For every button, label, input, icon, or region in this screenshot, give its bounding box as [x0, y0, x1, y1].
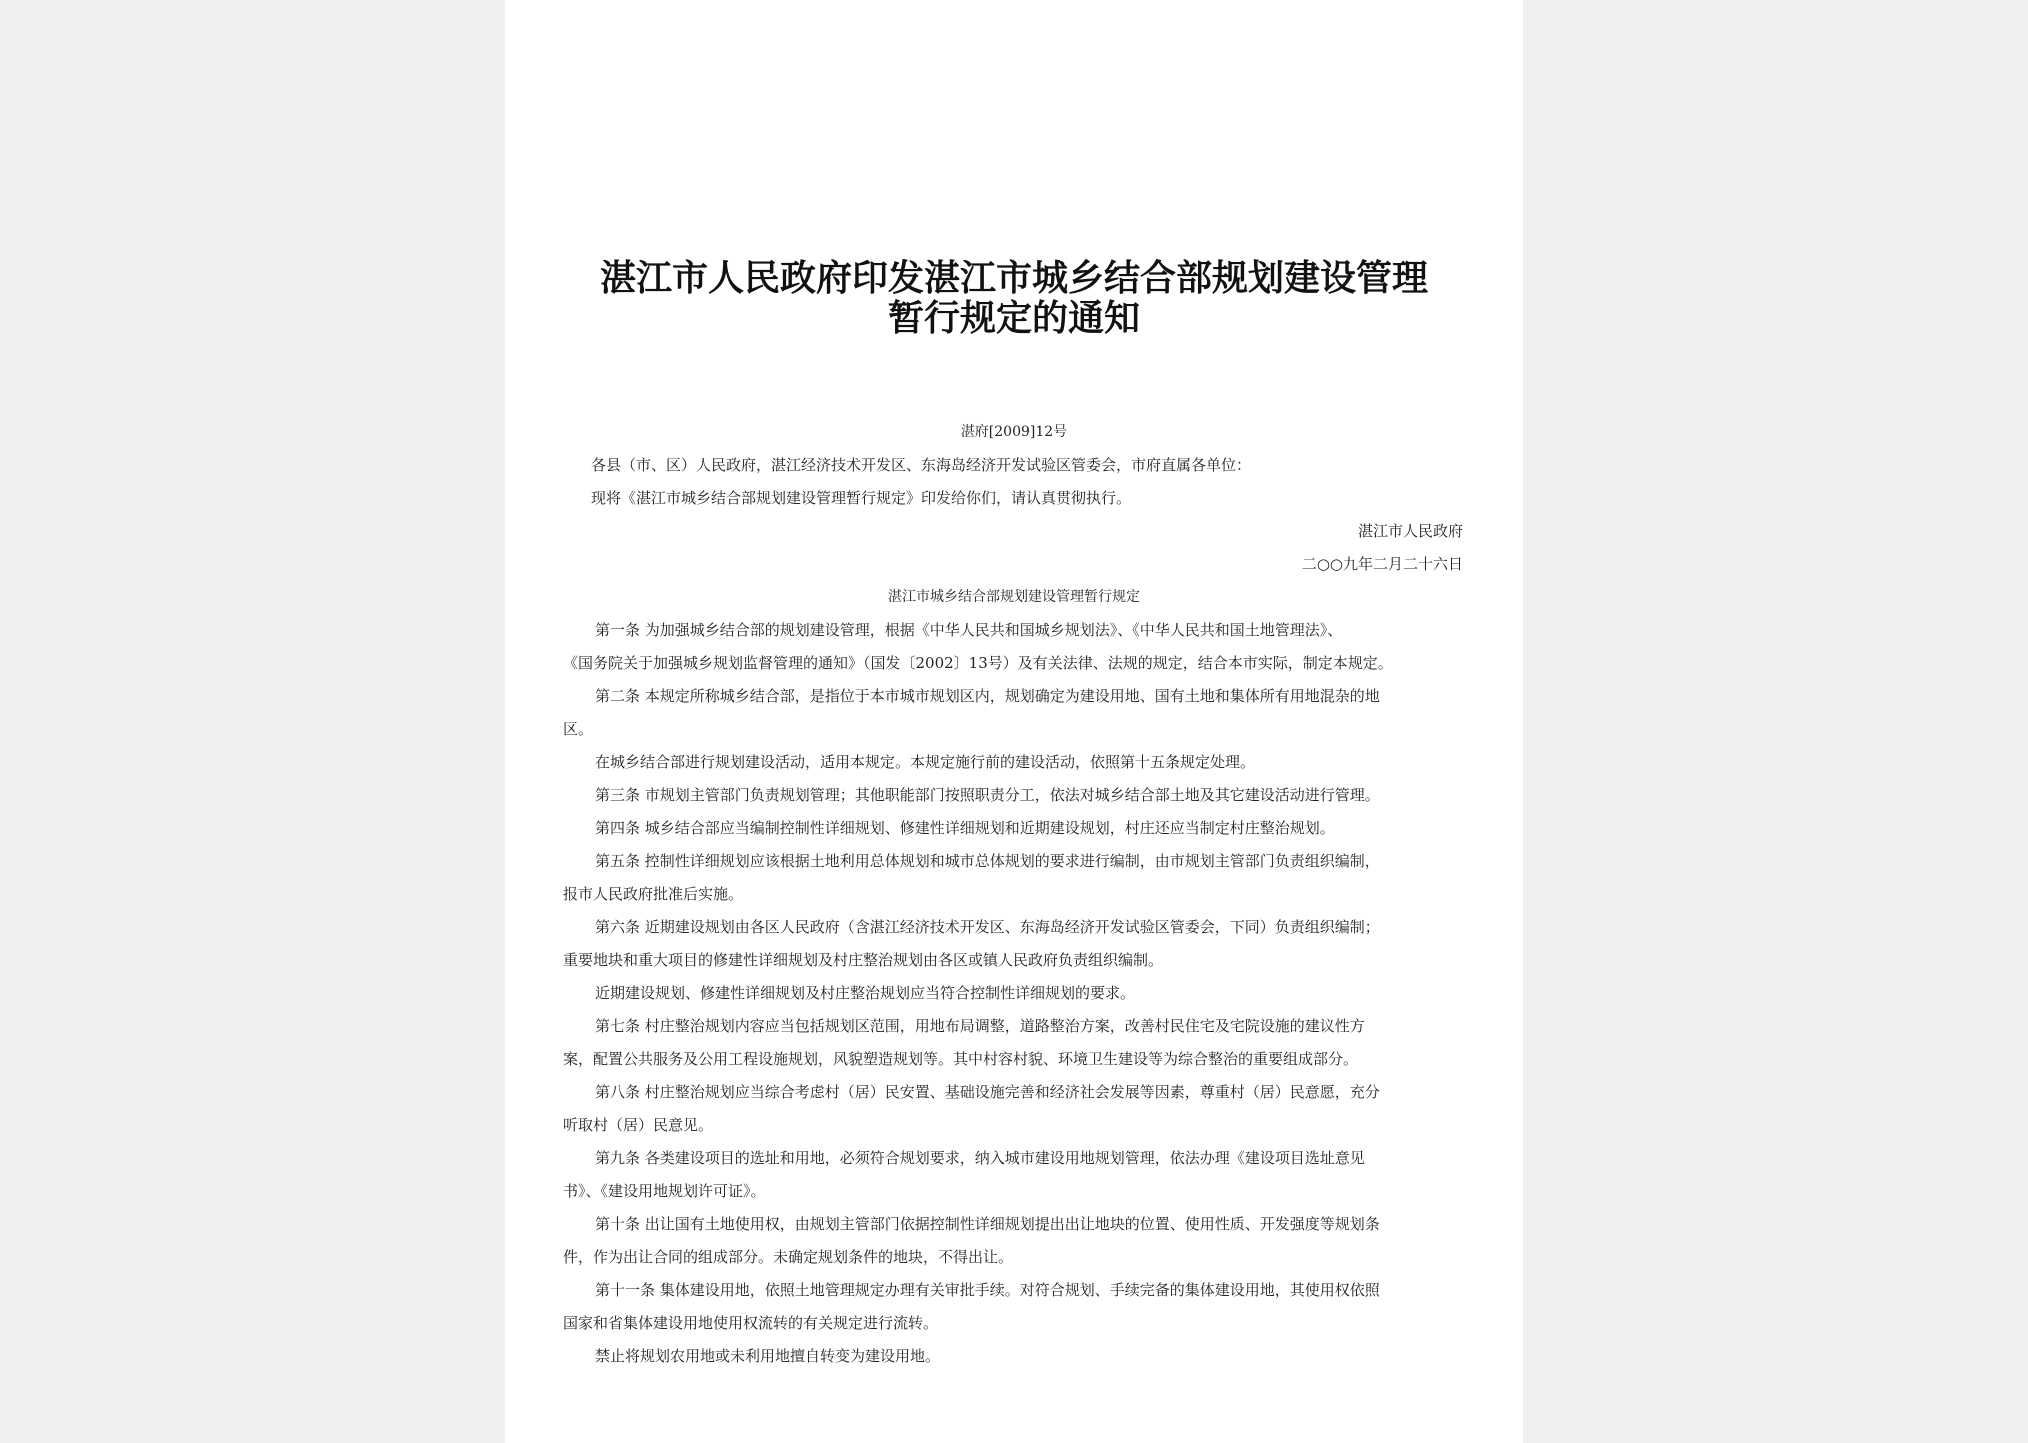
- document-title: [545, 258, 1483, 338]
- title-line-1: 湛江市人民政府印发湛江市城乡结合部规划建设管理: [599, 257, 1428, 299]
- issuer-signature: 湛江市人民政府: [1357, 522, 1463, 540]
- instruction-line: 现将《湛江市城乡结合部规划建设管理暂行规定》印发给你们，请认真贯彻执行。: [591, 489, 1132, 507]
- paragraph-line: 第九条 各类建设项目的选址和用地，必须符合规划要求，纳入城市建设用地规划管理，依法办理《建设项目选址意见: [595, 1149, 1365, 1167]
- regulation-title: 湛江市城乡结合部规划建设管理暂行规定: [888, 589, 1140, 605]
- paragraph-line: 第六条 近期建设规划由各区人民政府（含湛江经济技术开发区、东海岛经济开发试验区管委会，下同）负责组织编制；: [595, 918, 1380, 936]
- paragraph-line: 第八条 村庄整治规划应当综合考虑村（居）民安置、基础设施完善和经济社会发展等因素，尊重村（居）民意愿，充分: [595, 1083, 1380, 1101]
- paragraph-line: 案，配置公共服务及公用工程设施规划，风貌塑造规划等。其中村容村貌、环境卫生建设等为综合整治的重要组成部分。: [563, 1050, 1359, 1068]
- paragraph-line: 在城乡结合部进行规划建设活动，适用本规定。本规定施行前的建设活动，依照第十五条规定处理。: [595, 753, 1256, 771]
- paragraph-line: 区。: [563, 720, 594, 738]
- title-line-2: 暂行规定的通知: [887, 297, 1140, 339]
- paragraph-line: 书》、《建设用地规划许可证》。: [563, 1182, 766, 1200]
- paragraph-line: 国家和省集体建设用地使用权流转的有关规定进行流转。: [563, 1314, 939, 1332]
- paragraph-line: 第一条 为加强城乡结合部的规划建设管理，根据《中华人民共和国城乡规划法》、《中华人民共和国土地管理法》、: [595, 621, 1343, 639]
- addressee-line: 各县（市、区）人民政府，湛江经济技术开发区、东海岛经济开发试验区管委会，市府直属各单位：: [591, 456, 1252, 474]
- paragraph-line: 第二条 本规定所称城乡结合部，是指位于本市城市规划区内，规划确定为建设用地、国有土地和集体所有用地混杂的地: [595, 687, 1380, 705]
- paragraph-line: 禁止将规划农用地或未利用地擅自转变为建设用地。: [595, 1347, 941, 1365]
- document-page: [505, 0, 1523, 1443]
- issue-date: 二○○九年二月二十六日: [1301, 555, 1463, 573]
- paragraph-line: 报市人民政府批准后实施。: [563, 885, 744, 903]
- paragraph-line: 第十一条 集体建设用地，依照土地管理规定办理有关审批手续。对符合规划、手续完备的集体建设用地，其使用权依照: [595, 1281, 1380, 1299]
- paragraph-line: 听取村（居）民意见。: [563, 1116, 714, 1134]
- document-number: 湛府[2009]12号: [960, 424, 1068, 440]
- paragraph-line: 件，作为出让合同的组成部分。未确定规划条件的地块，不得出让。: [563, 1248, 1014, 1266]
- paragraph-line: 第七条 村庄整治规划内容应当包括规划区范围，用地布局调整，道路整治方案，改善村民住宅及宅院设施的建议性方: [595, 1017, 1365, 1035]
- paragraph-line: 重要地块和重大项目的修建性详细规划及村庄整治规划由各区或镇人民政府负责组织编制。: [563, 951, 1164, 969]
- paragraph-line: 《国务院关于加强城乡规划监督管理的通知》（国发〔2002〕13号）及有关法律、法规的规定，结合本市实际，制定本规定。: [563, 654, 1393, 672]
- paragraph-line: 近期建设规划、修建性详细规划及村庄整治规划应当符合控制性详细规划的要求。: [595, 984, 1136, 1002]
- paragraph-line: 第十条 出让国有土地使用权，由规划主管部门依据控制性详细规划提出出让地块的位置、使用性质、开发强度等规划条: [595, 1215, 1380, 1233]
- paragraph-line: 第三条 市规划主管部门负责规划管理；其他职能部门按照职责分工，依法对城乡结合部土地及其它建设活动进行管理。: [595, 786, 1380, 804]
- paragraph-line: 第四条 城乡结合部应当编制控制性详细规划、修建性详细规划和近期建设规划，村庄还应当制定村庄整治规划。: [595, 819, 1335, 837]
- paragraph-line: 第五条 控制性详细规划应该根据土地利用总体规划和城市总体规划的要求进行编制，由市规划主管部门负责组织编制，: [595, 852, 1380, 870]
